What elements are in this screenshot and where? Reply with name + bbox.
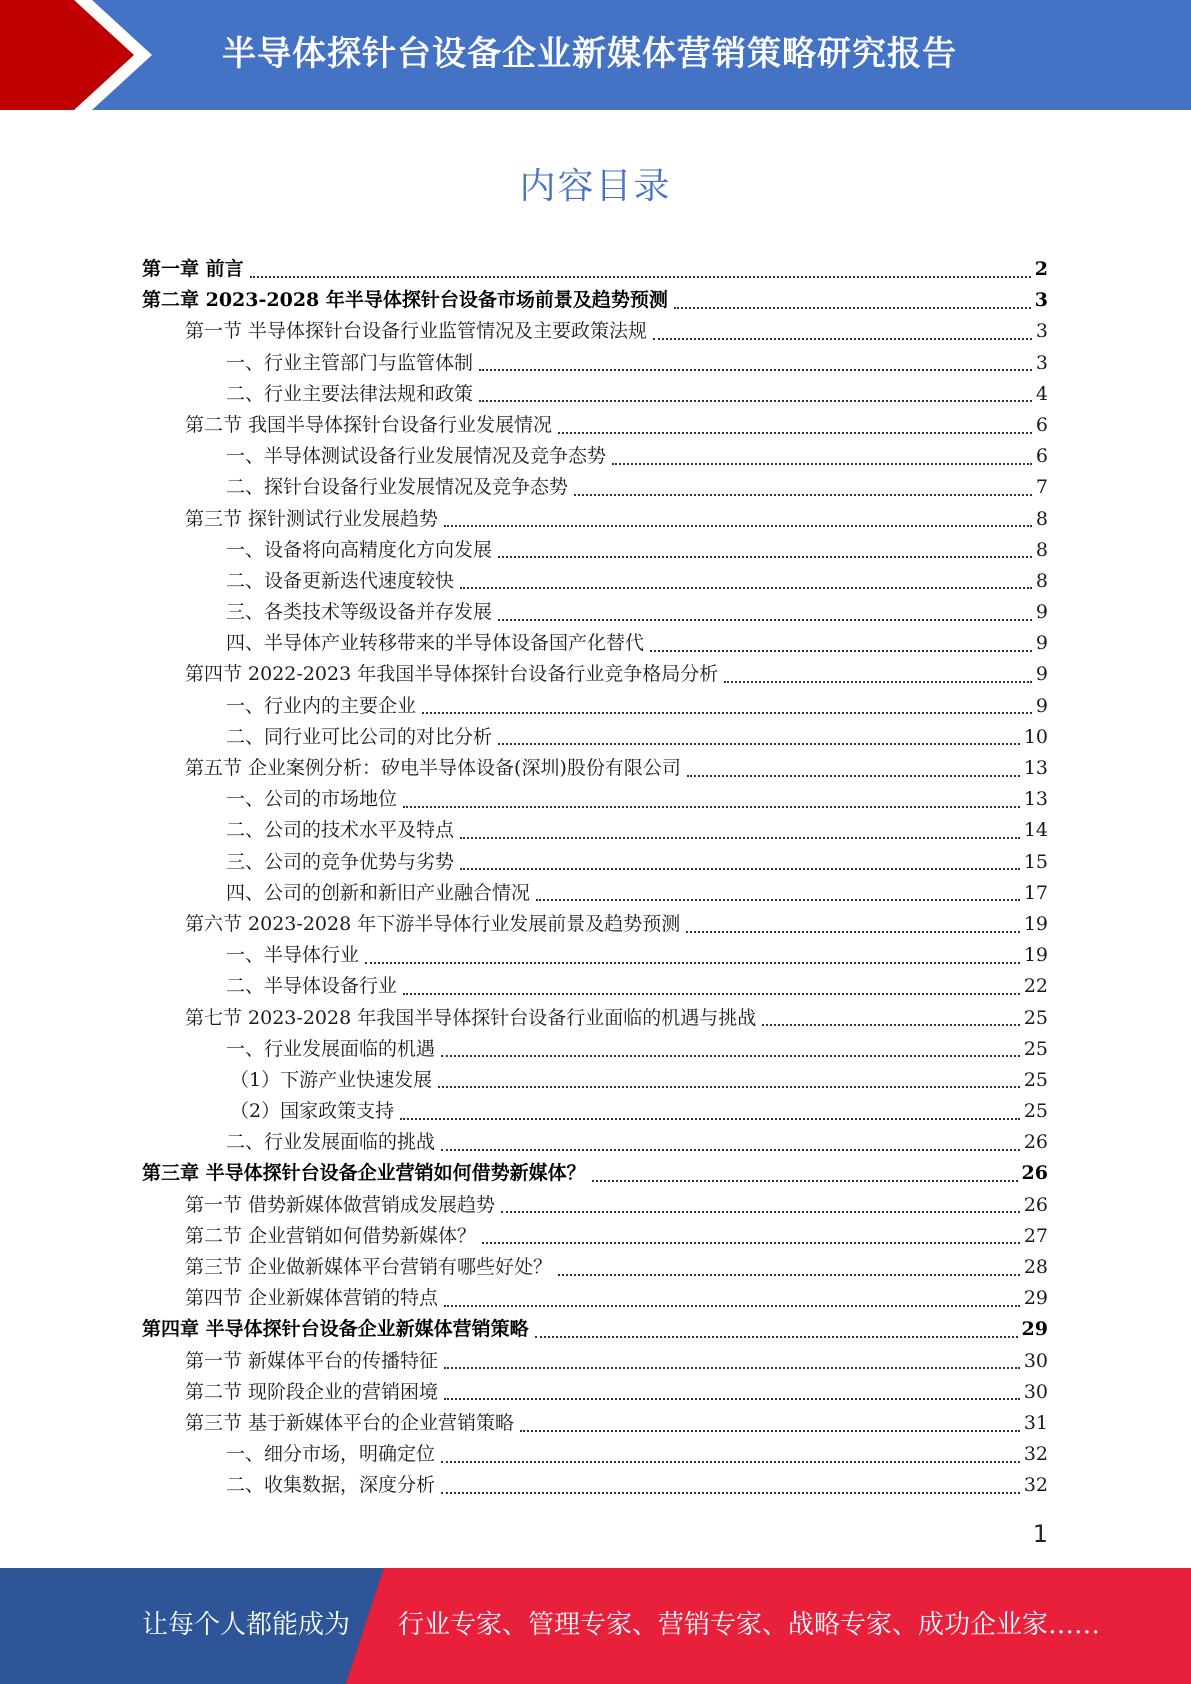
toc-dot-leader <box>444 1398 1020 1400</box>
toc-dot-leader <box>498 619 1032 621</box>
toc-entry[interactable] <box>142 628 1048 659</box>
toc-entry-page: 8 <box>1035 507 1048 530</box>
toc-entry-page: 26 <box>1021 1162 1048 1185</box>
toc-entry[interactable] <box>142 722 1048 753</box>
footer-banner <box>0 1568 1191 1684</box>
toc-entry[interactable] <box>142 566 1048 597</box>
toc-entry[interactable] <box>142 441 1048 472</box>
toc-entry-title: 二、收集数据，深度分析 <box>226 1474 436 1497</box>
toc-entry-title: 二、行业发展面临的挑战 <box>226 1131 436 1154</box>
toc-entry[interactable] <box>142 1377 1048 1408</box>
toc-entry-title: 第五节 企业案例分析：矽电半导体设备(深圳)股份有限公司 <box>185 757 681 779</box>
toc-entry-page: 7 <box>1035 476 1048 499</box>
toc-dot-leader <box>558 1274 1020 1276</box>
toc-dot-leader <box>365 962 1020 964</box>
toc-dot-leader <box>650 650 1032 652</box>
toc-dot-leader <box>592 1180 1018 1182</box>
toc-entry-page: 29 <box>1023 1287 1048 1310</box>
toc-entry[interactable] <box>142 1283 1048 1314</box>
toc-entry[interactable] <box>142 1127 1048 1158</box>
toc-dot-leader <box>724 681 1032 683</box>
toc-chapter-entry[interactable] <box>142 285 1048 316</box>
toc-entry[interactable] <box>142 1034 1048 1065</box>
toc-entry-title: 第一节 借势新媒体做营销成发展趋势 <box>185 1193 496 1216</box>
toc-entry[interactable] <box>142 1065 1048 1096</box>
toc-dot-leader <box>674 307 1031 309</box>
toc-entry-page: 9 <box>1035 632 1048 655</box>
toc-entry-title: 第七节 2023-2028 年我国半导体探针台设备行业面临的机遇与挑战 <box>185 1006 757 1029</box>
toc-entry-page: 26 <box>1023 1131 1048 1154</box>
toc-entry-title: 第三章 半导体探针台设备企业营销如何借势新媒体？ <box>142 1162 586 1185</box>
toc-entry[interactable] <box>142 1346 1048 1377</box>
toc-dot-leader <box>482 1242 1020 1244</box>
toc-entry-page: 13 <box>1023 757 1048 779</box>
toc-entry[interactable] <box>142 1439 1048 1470</box>
toc-entry-page: 3 <box>1035 351 1048 374</box>
toc-dot-leader <box>687 775 1020 777</box>
toc-entry[interactable] <box>142 379 1048 410</box>
toc-dot-leader <box>441 1492 1020 1494</box>
toc-entry-page: 31 <box>1023 1411 1048 1434</box>
toc-entry-title: （2）国家政策支持 <box>230 1100 395 1123</box>
table-of-contents <box>142 254 1048 1502</box>
toc-entry-page: 3 <box>1034 289 1048 312</box>
toc-entry-title: 第三节 企业做新媒体平台营销有哪些好处？ <box>185 1256 553 1278</box>
toc-entry[interactable] <box>142 940 1048 971</box>
toc-entry-title: 二、设备更新迭代速度较快 <box>226 569 455 592</box>
toc-dot-leader <box>422 712 1032 714</box>
toc-chapter-entry[interactable] <box>142 254 1048 285</box>
toc-entry[interactable] <box>142 971 1048 1002</box>
toc-entry[interactable] <box>142 504 1048 535</box>
toc-dot-leader <box>444 525 1032 527</box>
toc-entry-page: 3 <box>1035 320 1048 343</box>
toc-entry[interactable] <box>142 1470 1048 1501</box>
toc-entry-page: 15 <box>1023 850 1048 873</box>
toc-chapter-entry[interactable] <box>142 1158 1048 1189</box>
toc-entry-page: 14 <box>1023 819 1048 842</box>
toc-dot-leader <box>501 1211 1020 1213</box>
toc-entry-title: 第一节 新媒体平台的传播特征 <box>185 1349 439 1372</box>
toc-entry-page: 9 <box>1035 663 1048 686</box>
toc-entry-title: 第四节 2022-2023 年我国半导体探针台设备行业竞争格局分析 <box>185 663 719 686</box>
toc-entry-page: 25 <box>1023 1037 1048 1060</box>
toc-entry-page: 25 <box>1023 1068 1048 1091</box>
toc-entry-title: 第二节 我国半导体探针台设备行业发展情况 <box>185 413 553 436</box>
toc-entry[interactable] <box>142 909 1048 940</box>
toc-entry-title: 一、半导体测试设备行业发展情况及竞争态势 <box>226 445 607 468</box>
toc-entry-title: 二、公司的技术水平及特点 <box>226 819 455 842</box>
toc-entry-page: 29 <box>1021 1318 1048 1341</box>
toc-entry[interactable] <box>142 472 1048 503</box>
toc-entry-page: 27 <box>1023 1224 1048 1247</box>
toc-dot-leader <box>438 1086 1020 1088</box>
toc-entry[interactable] <box>142 784 1048 815</box>
toc-entry-page: 32 <box>1023 1474 1048 1497</box>
toc-entry-title: 第一节 半导体探针台设备行业监管情况及主要政策法规 <box>185 320 648 343</box>
toc-entry-page: 8 <box>1035 538 1048 561</box>
toc-dot-leader <box>441 1149 1020 1151</box>
toc-entry-page: 4 <box>1035 382 1048 405</box>
toc-entry[interactable] <box>142 815 1048 846</box>
toc-entry-title: 一、行业主管部门与监管体制 <box>226 351 474 374</box>
page-number: 1 <box>1032 1520 1048 1548</box>
toc-entry-title: 四、公司的创新和新旧产业融合情况 <box>226 881 531 904</box>
toc-entry-title: 三、公司的竞争优势与劣势 <box>226 850 455 873</box>
toc-entry-page: 17 <box>1023 881 1048 904</box>
toc-entry-title: 一、公司的市场地位 <box>226 788 398 811</box>
toc-entry-title: 第四章 半导体探针台设备企业新媒体营销策略 <box>142 1318 529 1341</box>
toc-entry-page: 19 <box>1023 944 1048 967</box>
toc-entry-page: 30 <box>1023 1380 1048 1403</box>
toc-entry[interactable] <box>142 753 1048 784</box>
toc-dot-leader <box>558 432 1032 434</box>
toc-entry[interactable] <box>142 1252 1048 1283</box>
toc-entry-title: 三、各类技术等级设备并存发展 <box>226 601 493 624</box>
toc-entry[interactable] <box>142 1408 1048 1439</box>
toc-entry[interactable] <box>142 348 1048 379</box>
toc-entry[interactable] <box>142 1096 1048 1127</box>
toc-entry[interactable] <box>142 410 1048 441</box>
toc-entry-title: 第一章 前言 <box>142 258 244 280</box>
toc-entry-page: 22 <box>1023 975 1048 998</box>
toc-entry-title: 一、设备将向高精度化方向发展 <box>226 538 493 561</box>
toc-entry[interactable] <box>142 535 1048 566</box>
toc-chapter-entry[interactable] <box>142 1314 1048 1345</box>
toc-entry[interactable] <box>142 691 1048 722</box>
toc-dot-leader <box>535 1336 1018 1338</box>
toc-entry-title: 第六节 2023-2028 年下游半导体行业发展前景及趋势预测 <box>185 912 681 935</box>
toc-entry-title: 一、半导体行业 <box>226 944 360 967</box>
toc-dot-leader <box>574 494 1032 496</box>
toc-dot-leader <box>520 1430 1020 1432</box>
toc-entry-title: 第二章 2023-2028 年半导体探针台设备市场前景及趋势预测 <box>142 289 668 312</box>
toc-entry[interactable] <box>142 1221 1048 1252</box>
toc-entry[interactable] <box>142 847 1048 878</box>
toc-entry-title: （1）下游产业快速发展 <box>230 1068 433 1091</box>
toc-entry-title: 一、行业发展面临的机遇 <box>226 1037 436 1060</box>
toc-dot-leader <box>460 868 1020 870</box>
toc-entry-page: 6 <box>1035 413 1048 436</box>
toc-dot-leader <box>444 1305 1020 1307</box>
toc-entry-title: 四、半导体产业转移带来的半导体设备国产化替代 <box>226 632 645 655</box>
toc-dot-leader <box>653 338 1032 340</box>
toc-dot-leader <box>479 400 1032 402</box>
toc-dot-leader <box>444 1367 1020 1369</box>
toc-entry-page: 19 <box>1023 912 1048 935</box>
toc-entry-title: 一、细分市场，明确定位 <box>226 1443 436 1466</box>
toc-entry-page: 8 <box>1035 569 1048 592</box>
toc-entry[interactable] <box>142 597 1048 628</box>
toc-dot-leader <box>460 837 1020 839</box>
toc-entry-page: 10 <box>1023 725 1048 748</box>
toc-dot-leader <box>479 369 1032 371</box>
toc-dot-leader <box>403 806 1020 808</box>
toc-dot-leader <box>498 743 1020 745</box>
toc-dot-leader <box>460 587 1032 589</box>
toc-dot-leader <box>400 1118 1020 1120</box>
toc-entry-title: 二、同行业可比公司的对比分析 <box>226 725 493 748</box>
toc-entry-page: 9 <box>1035 601 1048 624</box>
toc-dot-leader <box>403 993 1020 995</box>
toc-entry-title: 第二节 现阶段企业的营销困境 <box>185 1380 439 1403</box>
toc-entry-title: 二、探针台设备行业发展情况及竞争态势 <box>226 476 569 499</box>
toc-entry-page: 25 <box>1023 1100 1048 1123</box>
report-title: 半导体探针台设备企业新媒体营销策略研究报告 <box>222 34 957 74</box>
toc-dot-leader <box>762 1024 1020 1026</box>
footer-slogan-left: 让每个人都能成为 <box>142 1610 351 1640</box>
toc-entry-page: 2 <box>1034 258 1048 280</box>
toc-entry-title: 第三节 基于新媒体平台的企业营销策略 <box>185 1411 515 1434</box>
toc-entry-title: 第二节 企业营销如何借势新媒体？ <box>185 1224 477 1247</box>
toc-entry-title: 二、行业主要法律法规和政策 <box>226 382 474 405</box>
toc-entry-page: 9 <box>1035 694 1048 717</box>
toc-dot-leader <box>612 463 1032 465</box>
toc-dot-leader <box>250 276 1031 278</box>
toc-entry-page: 13 <box>1023 788 1048 811</box>
toc-entry-page: 25 <box>1023 1006 1048 1029</box>
toc-entry[interactable] <box>142 1003 1048 1034</box>
toc-heading: 内容目录 <box>519 166 672 207</box>
toc-entry-page: 26 <box>1023 1193 1048 1216</box>
toc-entry-page: 32 <box>1023 1443 1048 1466</box>
toc-dot-leader <box>686 931 1020 933</box>
toc-entry[interactable] <box>142 1190 1048 1221</box>
toc-dot-leader <box>441 1055 1020 1057</box>
toc-entry-title: 第三节 探针测试行业发展趋势 <box>185 507 439 530</box>
toc-dot-leader <box>536 899 1020 901</box>
toc-entry-page: 30 <box>1023 1349 1048 1372</box>
footer-slogan-right: 行业专家、管理专家、营销专家、战略专家、成功企业家…… <box>398 1610 1101 1640</box>
toc-entry-page: 28 <box>1023 1256 1048 1278</box>
toc-entry[interactable] <box>142 659 1048 690</box>
header-banner <box>0 0 1191 110</box>
toc-dot-leader <box>441 1461 1020 1463</box>
toc-entry-title: 一、行业内的主要企业 <box>226 694 417 717</box>
toc-entry[interactable] <box>142 878 1048 909</box>
toc-entry-title: 第四节 企业新媒体营销的特点 <box>185 1287 439 1310</box>
toc-entry-title: 二、半导体设备行业 <box>226 975 398 998</box>
toc-entry-page: 6 <box>1035 445 1048 468</box>
toc-entry[interactable] <box>142 316 1048 347</box>
header-chevron-arrow <box>0 0 145 110</box>
toc-dot-leader <box>498 556 1032 558</box>
